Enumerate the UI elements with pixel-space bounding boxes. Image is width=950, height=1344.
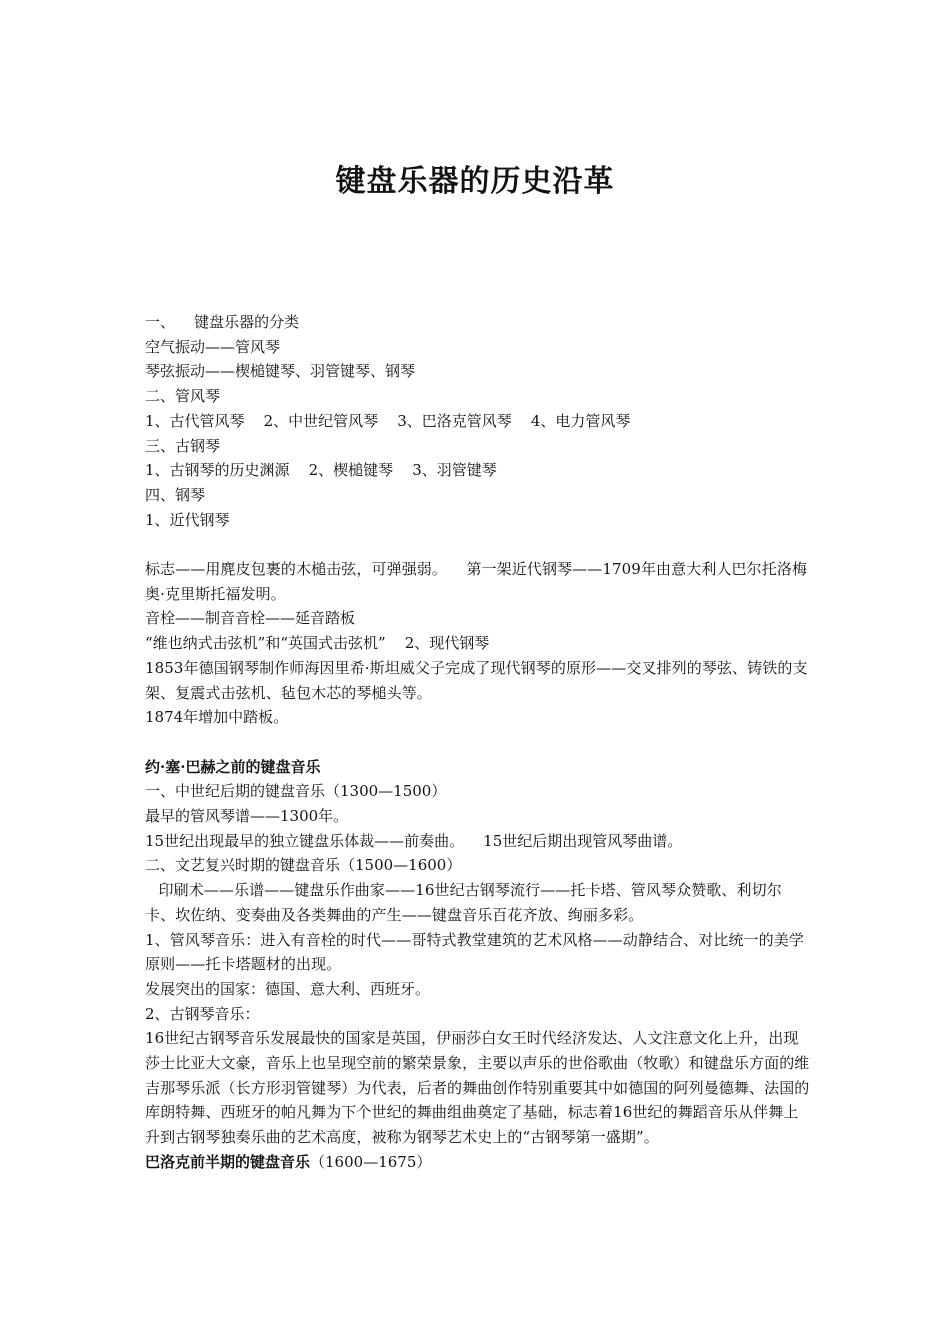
heading-date-range: （1600—1675）	[310, 1152, 432, 1171]
document-title: 键盘乐器的历史沿革	[335, 164, 615, 199]
paragraph: 1853年德国钢琴制作师海因里希·斯坦威父子完成了现代钢琴的原形——交叉排列的琴弦、铸铁的支架、复震式击弦机、毡包木芯的琴槌头等。	[145, 658, 808, 702]
text-line: 音栓——制音音栓——延音踏板	[145, 609, 356, 628]
document-body	[145, 310, 810, 1175]
text-line: “维也纳式击弦机”和“英国式击弦机” 2、现代钢琴	[145, 634, 490, 653]
text-line: 最早的管风琴谱——1300年。	[145, 807, 349, 826]
heading-bold-text: 巴洛克前半期的键盘音乐	[145, 1152, 311, 1171]
section-heading-organ: 二、管风琴	[145, 387, 221, 406]
section-heading-piano: 四、钢琴	[145, 485, 206, 504]
section-heading-classification: 一、 键盘乐器的分类	[145, 313, 300, 331]
blank-line	[145, 730, 810, 755]
text-line: 1874年增加中踏板。	[145, 708, 289, 727]
text-line: 1、近代钢琴	[145, 510, 230, 529]
subsection-heading: 二、文艺复兴时期的键盘音乐（1500—1600）	[145, 856, 462, 875]
paragraph: 1、管风琴音乐：进入有音栓的时代——哥特式教堂建筑的艺术风格——动静结合、对比统一的美学原则——托卡塔题材的出现。	[145, 930, 804, 974]
text-line: 1、古钢琴的历史渊源 2、楔槌键琴 3、羽管键琴	[145, 461, 497, 480]
section-heading-pre-bach: 约·塞·巴赫之前的键盘音乐	[145, 757, 321, 776]
text-line: 15世纪出现最早的独立键盘乐体裁——前奏曲。 15世纪后期出现管风琴曲谱。	[145, 831, 683, 850]
paragraph: 16世纪古钢琴音乐发展最快的国家是英国，伊丽莎白女王时代经济发达、人文注意文化上升，出现莎士比亚大文豪，音乐上也呈现空前的繁荣景象，主要以声乐的世俗歌曲（牧歌）和键盘乐方面的维吉那琴乐派（长方形羽管键琴）为代表，后者的舞曲创作特别重要其中如德国的阿列曼德舞、法国的库朗特舞、西班牙的帕凡舞为下个世纪的舞曲组曲奠定了基础，标志着16世纪的舞蹈音乐从伴舞上升到古钢琴独奏乐曲的艺术高度，被称为钢琴艺术史上的“古钢琴第一盛期”。	[145, 1029, 810, 1147]
text-line: 空气振动——管风琴	[145, 337, 281, 356]
text-line: 2、古钢琴音乐：	[145, 1004, 260, 1023]
text-line: 琴弦振动——楔槌键琴、羽管键琴、钢琴	[145, 362, 416, 381]
paragraph: 印刷术——乐谱——键盘乐作曲家——16世纪古钢琴流行——托卡塔、管风琴众赞歌、利切尔卡、坎佐纳、变奏曲及各类舞曲的产生——键盘音乐百花齐放、绚丽多彩。	[145, 881, 782, 924]
paragraph: 标志——用麂皮包裹的木槌击弦，可弹强弱。 第一架近代钢琴——1709年由意大利人巴尔托洛梅奥·克里斯托福发明。	[145, 560, 808, 603]
text-line: 1、古代管风琴 2、中世纪管风琴 3、巴洛克管风琴 4、电力管风琴	[145, 411, 631, 430]
text-line: 发展突出的国家：德国、意大利、西班牙。	[145, 979, 431, 998]
section-heading-early-baroque	[145, 1150, 810, 1175]
section-heading-clavichord: 三、古钢琴	[145, 436, 221, 455]
blank-line	[145, 532, 810, 557]
subsection-heading: 一、中世纪后期的键盘音乐（1300—1500）	[145, 782, 447, 801]
